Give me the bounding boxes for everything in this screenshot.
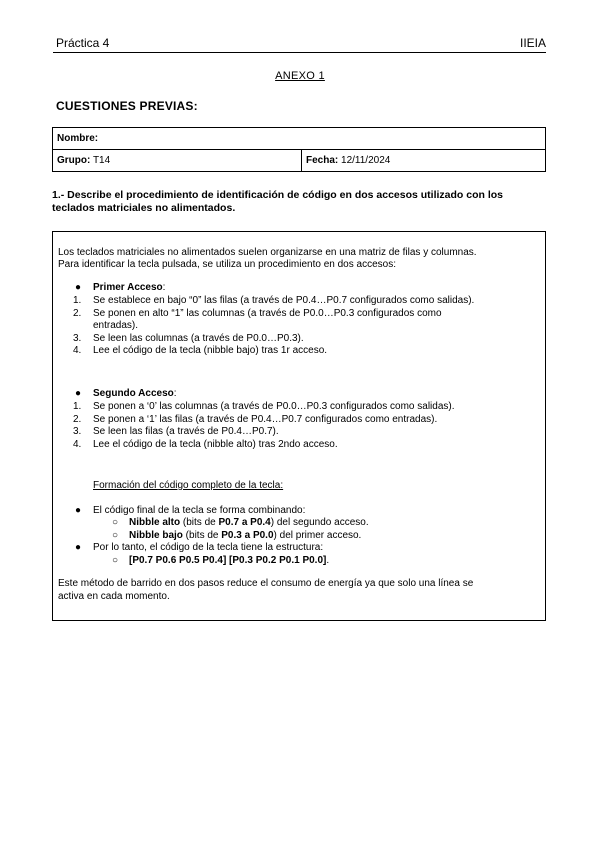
second-step-1: Se ponen a ‘0’ las columnas (a través de P0.0…P0.3 configurados como salidas). — [93, 401, 455, 412]
question-1: 1.- Describe el procedimiento de identificación de código en dos accesos utilizado con los teclados matriciales no alimentados. — [52, 189, 504, 214]
name-cell — [53, 128, 546, 150]
answer-box — [52, 231, 546, 621]
second-step-3: Se leen las filas (a través de P0.4…P0.7). — [93, 426, 279, 437]
bullet-dot: ● — [75, 542, 82, 553]
first-step-1: Se establece en bajo “0” las filas (a través de P0.4…P0.7 configurados como salidas). — [93, 295, 475, 306]
bullet-dot: ● — [75, 505, 82, 516]
step-number: 2. — [73, 414, 82, 425]
step-number: 4. — [73, 439, 82, 450]
formation-heading: Formación del código completo de la tecla: — [93, 480, 284, 491]
intro-line-2: Para identificar la tecla pulsada, se utiliza un procedimiento en dos accesos: — [58, 259, 396, 270]
intro-line-1: Los teclados matriciales no alimentados suelen organizarse en una matriz de filas y columnas. — [58, 247, 477, 258]
section-title: CUESTIONES PREVIAS: — [56, 99, 198, 113]
step-number: 1. — [73, 401, 82, 412]
student-info-table — [52, 127, 546, 172]
first-step-2-line-2: entradas). — [93, 320, 139, 331]
first-step-3: Se leen las columnas (a través de P0.0…P0.3). — [93, 333, 304, 344]
second-access-heading: Segundo Acceso: — [93, 388, 177, 399]
group-cell — [53, 150, 302, 172]
date-cell — [302, 150, 546, 172]
date-label: Fecha: — [306, 155, 339, 166]
bullet-dot: ● — [75, 388, 82, 399]
first-step-2-line-1: Se ponen en alto “1” las columnas (a través de P0.0…P0.3 configurados como — [93, 308, 442, 319]
annex-title: ANEXO 1 — [275, 70, 325, 82]
group-label: Grupo: — [57, 155, 91, 166]
header-divider — [53, 52, 546, 53]
formation-bullet-1: El código final de la tecla se forma combinando: — [93, 505, 306, 516]
header-course: IIEIA — [519, 36, 546, 50]
first-access-heading: Primer Acceso: — [93, 282, 166, 293]
nibble-low-line: Nibble bajo (bits de P0.3 a P0.0) del primer acceso. — [129, 530, 362, 541]
step-number: 3. — [73, 426, 82, 437]
circle-bullet: ○ — [112, 517, 119, 528]
code-structure: [P0.7 P0.6 P0.5 P0.4] [P0.3 P0.2 P0.1 P0.0]. — [129, 555, 330, 566]
nibble-high-line: Nibble alto (bits de P0.7 a P0.4) del segundo acceso. — [129, 517, 369, 528]
step-number: 4. — [73, 345, 82, 356]
step-number: 2. — [73, 308, 82, 319]
step-number: 3. — [73, 333, 82, 344]
closing-line-2: activa en cada momento. — [58, 591, 170, 602]
first-step-4: Lee el código de la tecla (nibble bajo) tras 1r acceso. — [93, 345, 328, 356]
name-label: Nombre: — [57, 133, 99, 144]
second-step-2: Se ponen a ‘1’ las filas (a través de P0.4…P0.7 configurados como entradas). — [93, 414, 438, 425]
circle-bullet: ○ — [112, 530, 119, 541]
closing-line-1: Este método de barrido en dos pasos reduce el consumo de energía ya que solo una línea se — [58, 578, 474, 589]
circle-bullet: ○ — [112, 555, 119, 566]
group-value: T14 — [92, 155, 111, 166]
formation-bullet-2: Por lo tanto, el código de la tecla tiene la estructura: — [93, 542, 324, 553]
bullet-dot: ● — [75, 282, 82, 293]
header-practice: Práctica 4 — [56, 36, 110, 50]
second-step-4: Lee el código de la tecla (nibble alto) tras 2ndo acceso. — [93, 439, 338, 450]
step-number: 1. — [73, 295, 82, 306]
date-value: 12/11/2024 — [341, 155, 391, 166]
